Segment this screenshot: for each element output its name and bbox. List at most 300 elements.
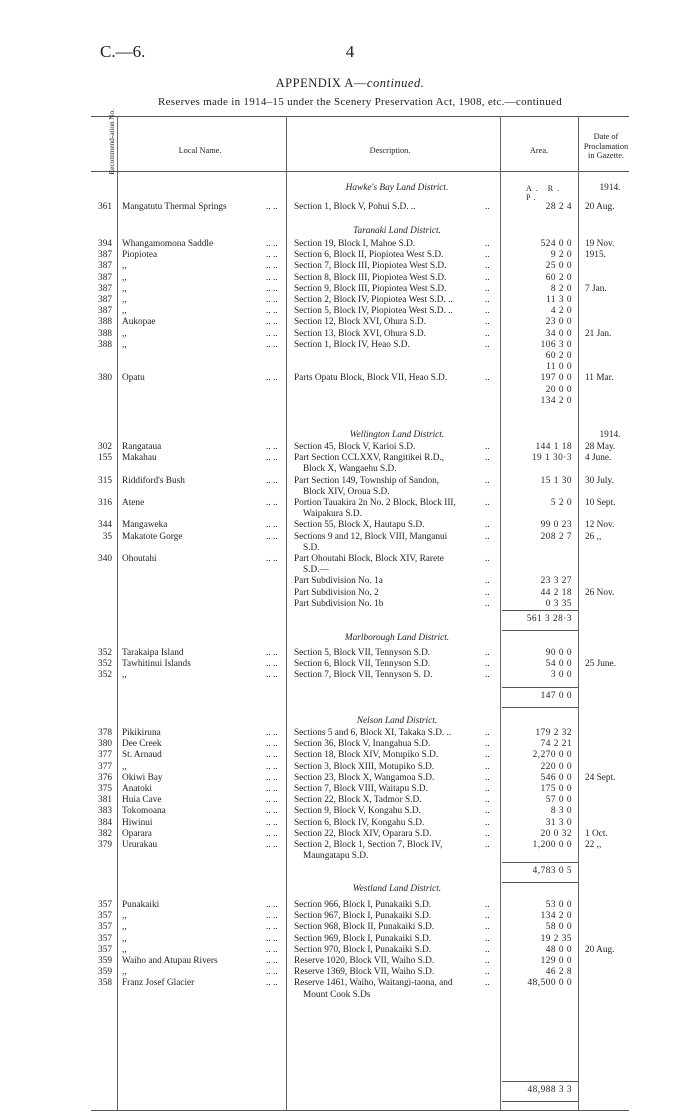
leader-dots: .. .. <box>266 239 278 249</box>
local-name: Tokomoana <box>122 806 166 817</box>
area-value: 4 2 0 <box>550 306 572 317</box>
leader-dots: .. .. <box>266 772 278 783</box>
local-name: Okiwi Bay <box>122 772 163 783</box>
local-name: Mangatutu Thermal Springs <box>122 202 227 212</box>
description: Section 3, Block XIII, Motupiko S.D. <box>294 761 435 772</box>
continuation-row <box>0 509 700 520</box>
table-row <box>0 934 700 945</box>
area-value: 106 3 0 <box>540 339 572 350</box>
recommendation-no: 357 <box>98 900 112 910</box>
leader-dots: .. <box>485 554 490 564</box>
area-value: 197 0 0 <box>540 373 572 384</box>
local-name: Huia Cave <box>122 795 162 806</box>
description: Part Subdivision No. 1b <box>294 598 384 609</box>
proclamation-date: 24 Sept. <box>585 772 616 783</box>
leader-dots: .. .. <box>266 283 278 294</box>
area-value: 179 2 32 <box>535 728 572 738</box>
recommendation-no: 379 <box>98 840 112 850</box>
leader-dots: .. .. <box>266 933 278 944</box>
table-row <box>0 648 700 659</box>
area-value: 34 0 0 <box>545 328 572 339</box>
table-row <box>0 659 700 670</box>
area-value: 23 0 0 <box>545 317 572 328</box>
description: Portion Tauakira 2n No. 2 Block, Block III, <box>294 498 456 508</box>
total-rule-top <box>502 687 578 688</box>
proclamation-date: 22 ,, <box>585 840 602 850</box>
local-name: ,, <box>122 911 127 922</box>
table-row <box>0 284 700 295</box>
leader-dots: .. <box>485 784 490 794</box>
page-number: 4 <box>345 42 355 61</box>
table-row <box>0 576 700 587</box>
description: Section 6, Block IV, Kongahu S.D. <box>294 817 425 828</box>
table-row <box>0 362 700 373</box>
leader-dots: .. .. <box>266 739 278 750</box>
leader-dots: .. <box>485 670 490 681</box>
proclamation-date: 19 Nov. <box>585 239 615 249</box>
recommendation-no: 377 <box>98 750 112 761</box>
table-row <box>0 554 700 565</box>
recommendation-no: 394 <box>98 239 112 249</box>
area-value: 524 0 0 <box>540 239 572 249</box>
area-value: 134 2 0 <box>540 395 572 406</box>
recommendation-no: 387 <box>98 250 112 261</box>
area-value: 99 0 23 <box>540 520 572 531</box>
recommendation-no: 352 <box>98 648 112 658</box>
table-row <box>0 588 700 599</box>
recommendation-no: 377 <box>98 761 112 772</box>
local-name: Riddiford's Bush <box>122 475 185 486</box>
recommendation-no: 352 <box>98 659 112 670</box>
leader-dots: .. <box>485 531 490 542</box>
proclamation-date: 10 Sept. <box>585 498 616 508</box>
table-row <box>0 739 700 750</box>
local-name: Whangamomona Saddle <box>122 239 214 249</box>
leader-dots: .. <box>485 202 490 212</box>
description: Section 966, Block I, Punakaiki S.D. <box>294 900 432 910</box>
local-name: ,, <box>122 761 127 772</box>
table-row <box>0 784 700 795</box>
local-name: Ururakau <box>122 840 158 850</box>
recommendation-no: 382 <box>98 828 112 839</box>
col-local-header: Local Name. <box>178 146 222 155</box>
area-value: 90 0 0 <box>545 648 572 658</box>
local-name: Makatote Gorge <box>122 531 183 542</box>
col-date-header: Date of Proclamation in Gazette. <box>583 132 629 161</box>
description: Section 6, Block II, Piopiotea West S.D. <box>294 250 444 261</box>
leader-dots: .. <box>485 453 490 464</box>
table-row <box>0 442 700 453</box>
local-name: Rangataua <box>122 442 162 452</box>
description: Section 968, Block II, Punakaiki S.D. <box>294 922 435 933</box>
proclamation-date: 25 June. <box>585 659 616 670</box>
recommendation-no: 358 <box>98 978 112 989</box>
description-continued: S.D.— <box>303 565 329 576</box>
description: Part Ohoutahi Block, Block XIV, Rarete <box>294 554 444 564</box>
local-name: Punakaiki <box>122 900 160 910</box>
document-reference: C.—6. <box>100 42 146 61</box>
area-units-label: A. R. P. <box>526 184 564 202</box>
proclamation-date: 4 June. <box>585 453 612 464</box>
area-value: 44 2 18 <box>540 587 572 598</box>
leader-dots: .. <box>485 328 490 339</box>
reserves-title: Reserves made in 1914–15 under the Scenery Preservation Act, 1908, etc.—continued <box>157 96 562 108</box>
total-rule-bottom <box>502 1101 578 1102</box>
description-continued: Mount Cook S.Ds <box>303 989 371 1000</box>
leader-dots: .. .. <box>266 944 278 955</box>
proclamation-date: 20 Aug. <box>585 202 615 212</box>
area-value: 15 1 30 <box>540 475 572 486</box>
leader-dots: .. .. <box>266 250 278 261</box>
leader-dots: .. <box>485 239 490 249</box>
leader-dots: .. .. <box>266 295 278 305</box>
recommendation-no: 361 <box>98 202 112 212</box>
area-value: 74 2 21 <box>540 739 572 750</box>
area-value: 46 2 8 <box>545 967 572 978</box>
description: Section 970, Block I, Punakaiki S.D. <box>294 944 432 955</box>
leader-dots: .. .. <box>266 900 278 910</box>
table-row <box>0 295 700 306</box>
leader-dots: .. <box>485 261 490 272</box>
description: Part Subdivision No. 1a <box>294 576 383 587</box>
leader-dots: .. <box>485 283 490 294</box>
total-rule-top <box>502 862 578 863</box>
table-row <box>0 498 700 509</box>
leader-dots: .. <box>485 576 490 587</box>
area-value: 9 2 0 <box>550 250 572 261</box>
table-row <box>0 978 700 989</box>
leader-dots: .. <box>485 828 490 839</box>
leader-dots: .. .. <box>266 306 278 317</box>
area-value: 1,200 0 0 <box>532 840 572 850</box>
area-value: 11 0 0 <box>546 362 572 373</box>
description: Section 18, Block XIV, Motupiko S.D. <box>294 750 439 761</box>
recommendation-no: 381 <box>98 795 112 806</box>
table-row <box>0 795 700 806</box>
table-row <box>0 396 700 407</box>
description: Section 7, Block VIII, Waitapu S.D. <box>294 784 428 794</box>
table-row <box>0 967 700 978</box>
section-total: 147 0 0 <box>540 691 572 701</box>
table-row <box>0 806 700 817</box>
leader-dots: .. <box>485 373 490 384</box>
area-value: 220 0 0 <box>540 761 572 772</box>
leader-dots: .. .. <box>266 828 278 839</box>
proclamation-date: 26 Nov. <box>585 587 615 598</box>
area-value: 53 0 0 <box>545 900 572 910</box>
table-row <box>0 750 700 761</box>
local-name: ,, <box>122 283 127 294</box>
leader-dots: .. <box>485 806 490 817</box>
table-row <box>0 773 700 784</box>
local-name: ,, <box>122 295 127 305</box>
section-date-head: 1914. <box>599 183 621 193</box>
total-rule-top <box>502 1081 578 1082</box>
table-row <box>0 599 700 610</box>
section-total: 48,988 3 3 <box>527 1085 572 1095</box>
leader-dots: .. .. <box>266 554 278 564</box>
description: Section 2, Block IV, Piopiotea West S.D. .. <box>294 295 453 305</box>
local-name: Opatu <box>122 373 145 384</box>
leader-dots: .. <box>485 648 490 658</box>
leader-dots: .. <box>485 750 490 761</box>
description: Section 22, Block X, Tadmor S.D. <box>294 795 422 806</box>
description: Section 45, Block V, Karioi S.D. <box>294 442 416 452</box>
area-value: 3 0 0 <box>550 670 572 681</box>
area-value: 19 1 30·3 <box>531 453 572 464</box>
recommendation-no: 344 <box>98 520 112 531</box>
description: Section 9, Block III, Piopiotea West S.D. <box>294 283 447 294</box>
proclamation-date: 28 May. <box>585 442 616 452</box>
recommendation-no: 387 <box>98 272 112 283</box>
table-row <box>0 385 700 396</box>
leader-dots: .. .. <box>266 531 278 542</box>
area-value: 2,270 0 0 <box>532 750 572 761</box>
description: Section 8, Block III, Piopiotea West S.D. <box>294 272 447 283</box>
table-row <box>0 453 700 464</box>
recommendation-no: 388 <box>98 328 112 339</box>
recommendation-no: 352 <box>98 670 112 681</box>
leader-dots: .. .. <box>266 520 278 531</box>
description: Reserve 1461, Waiho, Waitangi-taona, and <box>294 978 453 989</box>
leader-dots: .. .. <box>266 261 278 272</box>
local-name: Waiho and Atupau Rivers <box>122 956 218 966</box>
recommendation-no: 376 <box>98 772 112 783</box>
description: Reserve 1020, Block VII, Waiho S.D. <box>294 956 435 966</box>
recommendation-no: 357 <box>98 911 112 922</box>
area-value: 20 0 0 <box>545 384 572 395</box>
area-value: 129 0 0 <box>540 956 572 966</box>
proclamation-date: 1915. <box>585 250 606 261</box>
recommendation-no: 340 <box>98 554 112 564</box>
description: Section 6, Block VII, Tennyson S.D. <box>294 659 431 670</box>
area-value: 11 3 0 <box>546 295 572 305</box>
table-row <box>0 306 700 317</box>
area-value: 60 2 0 <box>545 272 572 283</box>
area-value: 58 0 0 <box>545 922 572 933</box>
section-title: Hawke's Bay Land District. <box>345 183 449 193</box>
leader-dots: .. .. <box>266 840 278 850</box>
description: Section 969, Block I, Punakaiki S.D. <box>294 933 432 944</box>
local-name: Mangaweka <box>122 520 168 531</box>
local-name: ,, <box>122 944 127 955</box>
recommendation-no: 387 <box>98 283 112 294</box>
area-value: 31 3 0 <box>545 817 572 828</box>
total-rule-bottom <box>502 630 578 631</box>
leader-dots: .. .. <box>266 967 278 978</box>
description-continued: Waipakura S.D. <box>303 509 362 520</box>
continuation-row <box>0 851 700 862</box>
recommendation-no: 359 <box>98 956 112 966</box>
area-value: 5 2 0 <box>550 498 572 508</box>
area-value: 8 2 0 <box>550 283 572 294</box>
leader-dots: .. <box>485 442 490 452</box>
description: Section 12, Block XVI, Ohura S.D. <box>294 317 426 328</box>
description: Section 55, Block X, Hautapu S.D. <box>294 520 425 531</box>
continuation-row <box>0 990 700 1001</box>
continuation-row <box>0 487 700 498</box>
leader-dots: .. <box>485 817 490 828</box>
leader-dots: .. .. <box>266 648 278 658</box>
leader-dots: .. <box>485 772 490 783</box>
leader-dots: .. <box>485 250 490 261</box>
leader-dots: .. .. <box>266 670 278 681</box>
description: Section 9, Block V, Kongahu S.D. <box>294 806 421 817</box>
description-continued: S.D. <box>303 542 320 553</box>
leader-dots: .. .. <box>266 317 278 328</box>
table-row <box>0 273 700 284</box>
leader-dots: .. <box>485 944 490 955</box>
proclamation-date: 11 Mar. <box>585 373 614 384</box>
proclamation-date: 7 Jan. <box>585 283 607 294</box>
proclamation-date: 12 Nov. <box>585 520 615 531</box>
area-value: 48 0 0 <box>545 944 572 955</box>
leader-dots: .. <box>485 498 490 508</box>
local-name: Anatoki <box>122 784 152 794</box>
local-name: Ohoutahi <box>122 554 157 564</box>
leader-dots: .. .. <box>266 475 278 486</box>
recommendation-no: 315 <box>98 475 112 486</box>
leader-dots: .. <box>485 272 490 283</box>
leader-dots: .. <box>485 598 490 609</box>
leader-dots: .. .. <box>266 978 278 989</box>
area-value: 57 0 0 <box>545 795 572 806</box>
description: Section 1, Block V, Pohui S.D. .. <box>294 202 416 212</box>
table-row <box>0 317 700 328</box>
leader-dots: .. <box>485 306 490 317</box>
col-area-header: Area. <box>529 146 549 155</box>
description: Section 36, Block V, Inangahua S.D. <box>294 739 431 750</box>
table-row <box>0 532 700 543</box>
description: Part Section 149, Township of Sandon, <box>294 475 440 486</box>
section-title: Nelson Land District. <box>356 716 438 726</box>
leader-dots: .. <box>485 933 490 944</box>
table-row <box>0 911 700 922</box>
description: Section 7, Block III, Piopiotea West S.D. <box>294 261 447 272</box>
recommendation-no: 380 <box>98 739 112 750</box>
description: Parts Opatu Block, Block VII, Heao S.D. <box>294 373 448 384</box>
continuation-row <box>0 543 700 554</box>
recommendation-no: 35 <box>102 531 112 542</box>
local-name: ,, <box>122 261 127 272</box>
recommendation-no: 384 <box>98 817 112 828</box>
leader-dots: .. <box>485 739 490 750</box>
area-value: 48,500 0 0 <box>527 978 572 989</box>
section-title: Westland Land District. <box>352 884 442 894</box>
leader-dots: .. <box>485 520 490 531</box>
table-row <box>0 202 700 213</box>
recommendation-no: 316 <box>98 498 112 508</box>
table-row <box>0 818 700 829</box>
area-value: 546 0 0 <box>540 772 572 783</box>
leader-dots: .. .. <box>266 750 278 761</box>
leader-dots: .. .. <box>266 784 278 794</box>
col-rec-header: Recommend-ation No. <box>107 109 116 175</box>
table-row <box>0 670 700 681</box>
proclamation-date: 1 Oct. <box>585 828 608 839</box>
leader-dots: .. <box>485 728 490 738</box>
recommendation-no: 378 <box>98 728 112 738</box>
area-value: 23 3 27 <box>540 576 572 587</box>
recommendation-no: 155 <box>98 453 112 464</box>
local-name: ,, <box>122 922 127 933</box>
recommendation-no: 387 <box>98 306 112 317</box>
section-title: Marlborough Land District. <box>344 633 450 643</box>
local-name: ,, <box>122 328 127 339</box>
recommendation-no: 357 <box>98 944 112 955</box>
local-name: ,, <box>122 339 127 350</box>
description: Part Subdivision No. 2 <box>294 587 379 598</box>
description: Section 13, Block XVI, Ohura S.D. <box>294 328 426 339</box>
local-name: Tawhitinui Islands <box>122 659 191 670</box>
leader-dots: .. .. <box>266 373 278 384</box>
leader-dots: .. .. <box>266 806 278 817</box>
leader-dots: .. <box>485 840 490 850</box>
appendix-title: APPENDIX A—continued. <box>275 76 425 90</box>
section-title: Wellington Land District. <box>349 430 445 440</box>
local-name: St. Arnaud <box>122 750 162 761</box>
area-value: 8 3 0 <box>550 806 572 817</box>
leader-dots: .. .. <box>266 339 278 350</box>
continuation-row <box>0 565 700 576</box>
leader-dots: .. <box>485 587 490 598</box>
description-continued: Block XIV, Oroua S.D. <box>303 486 390 497</box>
leader-dots: .. <box>485 978 490 989</box>
total-rule-bottom <box>502 707 578 708</box>
leader-dots: .. <box>485 761 490 772</box>
recommendation-no: 375 <box>98 784 112 794</box>
table-row <box>0 373 700 384</box>
description: Section 19, Block I, Mahoe S.D. <box>294 239 416 249</box>
leader-dots: .. <box>485 475 490 486</box>
description: Section 967, Block I, Punakaiki S.D. <box>294 911 432 922</box>
proclamation-date: 21 Jan. <box>585 328 612 339</box>
description: Section 5, Block IV, Piopiotea West S.D. .. <box>294 306 453 317</box>
description: Section 1, Block IV, Heao S.D. <box>294 339 410 350</box>
recommendation-no: 388 <box>98 317 112 328</box>
leader-dots: .. .. <box>266 817 278 828</box>
leader-dots: .. .. <box>266 659 278 670</box>
local-name: Aukopae <box>122 317 156 328</box>
leader-dots: .. <box>485 339 490 350</box>
leader-dots: .. .. <box>266 442 278 452</box>
description: Part Section CCLXXV, Rangitikei R.D., <box>294 453 445 464</box>
area-value: 20 0 32 <box>540 828 572 839</box>
section-date-head: 1914. <box>599 430 621 440</box>
recommendation-no: 380 <box>98 373 112 384</box>
local-name: Franz Josef Glacier <box>122 978 195 989</box>
local-name: Hiwinui <box>122 817 153 828</box>
description: Section 2, Block 1, Section 7, Block IV, <box>294 840 443 850</box>
area-value: 19 2 35 <box>540 933 572 944</box>
proclamation-date: 30 July. <box>585 475 614 486</box>
local-name: Makahau <box>122 453 157 464</box>
table-row <box>0 728 700 739</box>
table-row <box>0 840 700 851</box>
description: Section 7, Block VII, Tennyson S. D. <box>294 670 433 681</box>
local-name: Tarakaipa Island <box>122 648 184 658</box>
local-name: ,, <box>122 967 127 978</box>
proclamation-date: 20 Aug. <box>585 944 615 955</box>
leader-dots: .. <box>485 922 490 933</box>
leader-dots: .. <box>485 911 490 922</box>
leader-dots: .. .. <box>266 498 278 508</box>
area-value: 134 2 0 <box>540 911 572 922</box>
leader-dots: .. .. <box>266 911 278 922</box>
table-row <box>0 520 700 531</box>
description: Sections 9 and 12, Block VIII, Manganui <box>294 531 448 542</box>
recommendation-no: 387 <box>98 261 112 272</box>
